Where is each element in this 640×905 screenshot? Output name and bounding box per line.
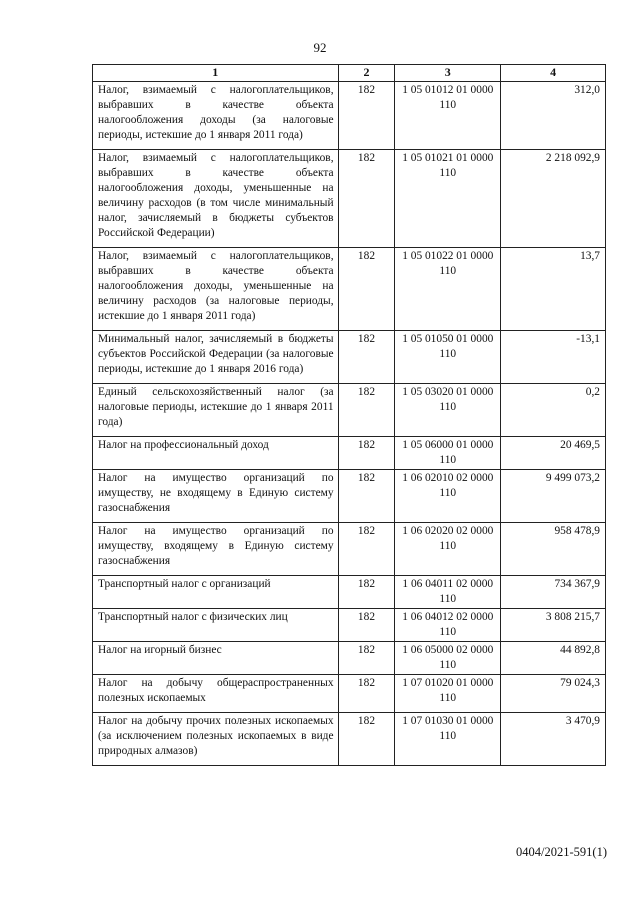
name-cell: Налог, взимаемый с налогоплательщиков, выбравших в качестве объекта налогообложения доходы (за налоговые периоды, истекшие до 1 января 2011 года) — [93, 82, 339, 150]
header-row — [93, 65, 606, 82]
table-row — [93, 470, 606, 523]
name-cell: Налог на добычу прочих полезных ископаемых (за исключением полезных ископаемых в виде природных алмазов) — [93, 713, 339, 766]
budget-code-cell: 1 05 06000 01 0000 110 — [395, 437, 501, 470]
header-col-3: 3 — [395, 65, 501, 82]
amount-cell: 0,2 — [501, 384, 606, 437]
name-cell: Налог на имущество организаций по имуществу, входящему в Единую систему газоснабжения — [93, 523, 339, 576]
amount-cell: 958 478,9 — [501, 523, 606, 576]
name-cell: Налог на профессиональный доход — [93, 437, 339, 470]
name-cell: Налог, взимаемый с налогоплательщиков, выбравших в качестве объекта налогообложения доходы, уменьшенные на величину расходов (в том числе минимальный налог, зачисляемый в бюджеты субъектов Российской Федерации) — [93, 150, 339, 248]
admin-code-cell: 182 — [338, 384, 395, 437]
table-row — [93, 609, 606, 642]
page-number: 92 — [313, 40, 327, 55]
name-cell: Налог на игорный бизнес — [93, 642, 339, 675]
amount-cell: 9 499 073,2 — [501, 470, 606, 523]
header-col-4: 4 — [501, 65, 606, 82]
admin-code-cell: 182 — [338, 437, 395, 470]
table-row — [93, 248, 606, 331]
budget-code-cell: 1 06 02010 02 0000 110 — [395, 470, 501, 523]
amount-cell: 3 470,9 — [501, 713, 606, 766]
table-row — [93, 642, 606, 675]
amount-cell: 3 808 215,7 — [501, 609, 606, 642]
admin-code-cell: 182 — [338, 150, 395, 248]
admin-code-cell: 182 — [338, 331, 395, 384]
amount-cell: 79 024,3 — [501, 675, 606, 713]
budget-code-cell: 1 05 01022 01 0000 110 — [395, 248, 501, 331]
budget-code-cell: 1 07 01030 01 0000 110 — [395, 713, 501, 766]
name-cell: Минимальный налог, зачисляемый в бюджеты субъектов Российской Федерации (за налоговые периоды, истекшие до 1 января 2016 года) — [93, 331, 339, 384]
admin-code-cell: 182 — [338, 248, 395, 331]
header-col-1: 1 — [93, 65, 339, 82]
budget-code-cell: 1 05 01021 01 0000 110 — [395, 150, 501, 248]
table-row — [93, 331, 606, 384]
name-cell: Налог на добычу общераспространенных полезных ископаемых — [93, 675, 339, 713]
table-row — [93, 576, 606, 609]
admin-code-cell: 182 — [338, 642, 395, 675]
amount-cell: -13,1 — [501, 331, 606, 384]
amount-cell: 20 469,5 — [501, 437, 606, 470]
budget-code-cell: 1 05 03020 01 0000 110 — [395, 384, 501, 437]
budget-code-cell: 1 06 02020 02 0000 110 — [395, 523, 501, 576]
table-row — [93, 82, 606, 150]
amount-cell: 312,0 — [501, 82, 606, 150]
table-body — [93, 82, 606, 766]
table-row — [93, 675, 606, 713]
name-cell: Налог на имущество организаций по имуществу, не входящему в Единую систему газоснабжения — [93, 470, 339, 523]
table-row — [93, 437, 606, 470]
table-row — [93, 384, 606, 437]
admin-code-cell: 182 — [338, 82, 395, 150]
budget-code-cell: 1 06 04011 02 0000 110 — [395, 576, 501, 609]
budget-code-cell: 1 07 01020 01 0000 110 — [395, 675, 501, 713]
admin-code-cell: 182 — [338, 470, 395, 523]
budget-code-cell: 1 06 04012 02 0000 110 — [395, 609, 501, 642]
budget-code-cell: 1 05 01050 01 0000 110 — [395, 331, 501, 384]
budget-code-cell: 1 06 05000 02 0000 110 — [395, 642, 501, 675]
name-cell: Транспортный налог с организаций — [93, 576, 339, 609]
amount-cell: 13,7 — [501, 248, 606, 331]
document-code: 0404/2021-591(1) — [516, 845, 607, 859]
table-row — [93, 713, 606, 766]
table-row — [93, 150, 606, 248]
admin-code-cell: 182 — [338, 675, 395, 713]
table-header — [93, 65, 606, 82]
admin-code-cell: 182 — [338, 609, 395, 642]
amount-cell: 734 367,9 — [501, 576, 606, 609]
admin-code-cell: 182 — [338, 523, 395, 576]
budget-code-cell: 1 05 01012 01 0000 110 — [395, 82, 501, 150]
amount-cell: 44 892,8 — [501, 642, 606, 675]
table-row — [93, 523, 606, 576]
name-cell: Налог, взимаемый с налогоплательщиков, выбравших в качестве объекта налогообложения доходы, уменьшенные на величину расходов (за налоговые периоды, истекшие до 1 января 2011 года) — [93, 248, 339, 331]
revenue-table — [92, 64, 606, 766]
admin-code-cell: 182 — [338, 713, 395, 766]
name-cell: Единый сельскохозяйственный налог (за налоговые периоды, истекшие до 1 января 2011 года) — [93, 384, 339, 437]
amount-cell: 2 218 092,9 — [501, 150, 606, 248]
name-cell: Транспортный налог с физических лиц — [93, 609, 339, 642]
admin-code-cell: 182 — [338, 576, 395, 609]
header-col-2: 2 — [338, 65, 395, 82]
